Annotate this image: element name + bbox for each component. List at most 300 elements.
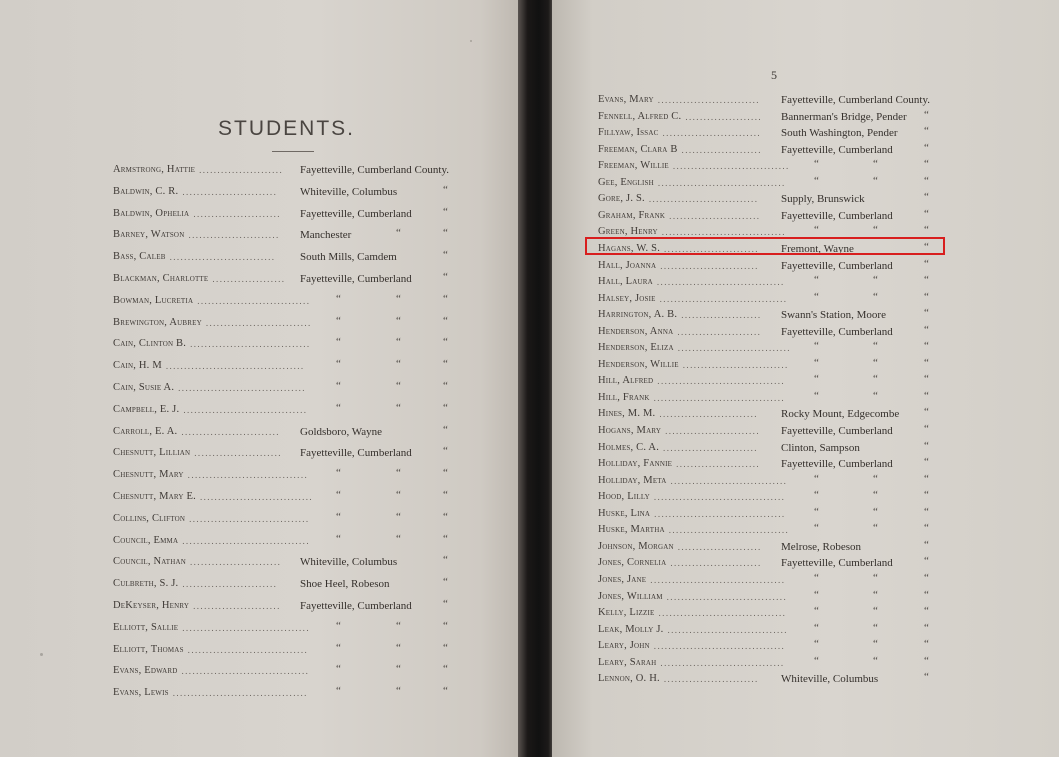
ditto-mark: “ (443, 227, 448, 240)
ditto-mark: “ (396, 685, 401, 698)
ditto-mark: “ (814, 174, 819, 187)
student-entry (113, 620, 503, 636)
student-entry (113, 576, 503, 592)
leader-dots: ...................... (681, 144, 762, 155)
leader-dots: ................................. (190, 339, 311, 350)
student-name: Barney, Watson (113, 229, 185, 241)
ditto-mark: “ (814, 605, 819, 618)
ditto-mark: “ (336, 489, 341, 501)
ditto-mark: “ (443, 489, 448, 501)
student-hometown: Manchester (300, 229, 352, 242)
ditto-mark: “ (443, 619, 448, 632)
leader-dots: ................................. (189, 513, 310, 524)
student-name: Freeman, Willie (598, 160, 669, 172)
student-entry (113, 533, 503, 549)
student-entry (113, 663, 503, 679)
student-name: Baldwin, Ophelia (113, 207, 190, 219)
student-entry (598, 307, 1038, 323)
ditto-mark: “ (924, 538, 929, 551)
ditto-mark: “ (443, 510, 448, 523)
student-hometown: Fayetteville, Cumberland (781, 425, 893, 437)
leader-dots: ...................................... (165, 361, 305, 372)
student-entry (113, 315, 503, 331)
student-entry (113, 642, 503, 658)
ditto-mark: “ (336, 510, 341, 523)
leader-dots: ..................... (685, 111, 762, 122)
ditto-mark: “ (924, 207, 929, 220)
student-name: Baldwin, C. R. (113, 185, 179, 197)
ditto-mark: “ (924, 621, 929, 634)
ditto-mark: “ (443, 598, 448, 610)
student-entry (113, 489, 503, 505)
ditto-mark: “ (814, 472, 819, 485)
ditto-mark: “ (396, 401, 401, 414)
ditto-mark: “ (443, 641, 448, 654)
ditto-mark: “ (443, 271, 448, 283)
leader-dots: ......................... (190, 557, 282, 568)
ditto-mark: “ (873, 489, 878, 502)
ditto-mark: “ (396, 663, 401, 676)
student-hometown: South Washington, Pender (781, 127, 898, 140)
student-hometown: Fayetteville, Cumberland County. (781, 94, 930, 106)
ditto-mark: “ (924, 571, 929, 584)
ditto-mark: “ (443, 423, 448, 436)
ditto-mark: “ (873, 605, 878, 618)
student-name: Hall, Joanna (598, 259, 657, 271)
ditto-mark: “ (814, 522, 819, 535)
student-hometown: Swann's Station, Moore (781, 309, 886, 322)
student-entry (598, 92, 1038, 108)
leader-dots: .......................... (665, 426, 760, 436)
ditto-mark: “ (814, 654, 819, 667)
ditto-mark: “ (924, 141, 929, 154)
leader-dots: .................................. (183, 404, 308, 415)
ditto-mark: “ (814, 621, 819, 634)
ditto-mark: “ (924, 439, 929, 452)
ditto-mark: “ (396, 467, 401, 480)
student-name: Brewington, Aubrey (113, 316, 202, 328)
ditto-mark: “ (924, 323, 929, 336)
leader-dots: ............................. (682, 359, 789, 370)
student-entry (113, 336, 503, 352)
ditto-mark: “ (336, 685, 341, 698)
student-name: Huske, Martha (598, 524, 665, 536)
leader-dots: ............................. (169, 252, 276, 263)
student-entry (113, 511, 503, 527)
student-hometown: Fayetteville, Cumberland (300, 600, 412, 612)
ditto-mark: “ (814, 274, 819, 287)
student-name: Campbell, E. J. (113, 403, 180, 415)
leader-dots: ........................ (194, 448, 282, 459)
leader-dots: ....................... (677, 541, 762, 552)
ditto-mark: “ (336, 619, 341, 632)
ditto-mark: “ (873, 356, 878, 369)
student-hometown: Shoe Heel, Robeson (300, 578, 390, 591)
student-hometown: Whiteville, Columbus (300, 185, 398, 198)
leader-dots: ........................... (660, 260, 759, 271)
student-name: Henderson, Willie (598, 358, 679, 370)
leader-dots: ................................. (187, 644, 309, 655)
student-name: Cain, H. M (113, 360, 162, 372)
ditto-mark: “ (873, 274, 878, 287)
ditto-mark: “ (443, 205, 448, 218)
ditto-mark: “ (924, 340, 929, 353)
student-name: Hines, M. M. (598, 408, 656, 420)
leader-dots: .................................... (653, 392, 785, 403)
student-entry (598, 539, 1038, 555)
leader-dots: .......................... (182, 186, 278, 197)
ditto-mark: “ (924, 240, 929, 253)
student-entry (598, 423, 1038, 439)
ditto-mark: “ (443, 314, 448, 327)
student-name: Cain, Susie A. (113, 382, 175, 393)
student-hometown: Fayetteville, Cumberland (300, 273, 412, 285)
student-hometown: Fayetteville, Cumberland (300, 447, 412, 460)
ditto-mark: “ (873, 522, 878, 535)
student-name: Hagans, W. S. (598, 242, 661, 254)
ditto-mark: “ (924, 423, 929, 435)
student-name: Freeman, Clara B (598, 143, 678, 155)
leader-dots: ................................... (657, 177, 786, 188)
ditto-mark: “ (336, 663, 341, 676)
ditto-mark: “ (873, 638, 878, 651)
student-name: Holliday, Fannie (598, 458, 673, 470)
student-entry (598, 655, 1038, 671)
ditto-mark: “ (443, 663, 448, 676)
ditto-mark: “ (873, 654, 878, 667)
student-name: Council, Nathan (113, 556, 186, 568)
leader-dots: ........................ (193, 601, 281, 611)
leader-dots: .................................... (654, 508, 786, 519)
student-name: Collins, Clifton (113, 512, 186, 524)
student-name: Gee, English (598, 176, 654, 188)
student-entry (113, 598, 503, 614)
page-number: 5 (771, 68, 777, 82)
ditto-mark: “ (924, 108, 929, 121)
ditto-mark: “ (336, 641, 341, 654)
ditto-mark: “ (443, 292, 448, 305)
student-name: Harrington, A. B. (598, 309, 678, 321)
page-heading: STUDENTS. (218, 117, 356, 140)
student-name: Council, Emma (113, 534, 179, 546)
ditto-mark: “ (814, 356, 819, 369)
leader-dots: ................................ (670, 475, 788, 486)
student-name: Jones, Jane (598, 573, 647, 585)
ditto-mark: “ (443, 576, 448, 589)
ditto-mark: “ (443, 554, 448, 567)
ditto-mark: “ (814, 571, 819, 584)
student-entry (598, 109, 1038, 125)
ditto-mark: “ (396, 336, 401, 349)
student-hometown: Fayetteville, Cumberland (781, 143, 893, 156)
ditto-mark: “ (443, 183, 448, 196)
ditto-mark: “ (443, 685, 448, 698)
ditto-mark: “ (396, 619, 401, 632)
leader-dots: .................................... (653, 492, 786, 503)
student-hometown: Fayetteville, Cumberland (781, 325, 893, 338)
student-name: Halsey, Josie (598, 292, 656, 304)
ditto-mark: “ (443, 249, 448, 262)
ditto-mark: “ (924, 307, 929, 320)
leader-dots: ............................... (677, 343, 791, 354)
student-name: Kelly, Lizzie (598, 607, 655, 619)
leader-dots: ................................... (657, 376, 786, 387)
student-entry (113, 271, 503, 287)
student-name: Jones, Cornelia (598, 557, 667, 569)
ditto-mark: “ (443, 380, 448, 392)
student-name: Green, Henry (598, 226, 658, 238)
ditto-mark: “ (873, 621, 878, 634)
ditto-mark: “ (873, 290, 878, 303)
leader-dots: ........................... (181, 426, 280, 437)
ditto-mark: “ (924, 588, 929, 601)
ditto-mark: “ (814, 505, 819, 518)
ditto-mark: “ (336, 292, 341, 305)
ditto-mark: “ (924, 671, 929, 684)
ditto-mark: “ (924, 158, 929, 171)
book-gutter (518, 0, 556, 757)
ditto-mark: “ (873, 472, 878, 485)
ditto-mark: “ (443, 336, 448, 349)
ditto-mark: “ (814, 373, 819, 386)
student-name: Fennell, Alfred C. (598, 110, 682, 122)
student-name: Huske, Lina (598, 507, 651, 519)
student-hometown: Fremont, Wayne (781, 242, 854, 255)
student-name: Lennon, O. H. (598, 673, 660, 685)
student-entry (598, 522, 1038, 538)
ditto-mark: “ (814, 340, 819, 353)
leader-dots: ............................... (199, 492, 314, 502)
ditto-mark: “ (814, 290, 819, 303)
ditto-mark: “ (396, 227, 401, 240)
student-name: Jones, William (598, 590, 663, 602)
leader-dots: ................................. (187, 470, 309, 481)
student-name: Chesnutt, Mary (113, 469, 184, 481)
student-name: Armstrong, Hattie (113, 164, 196, 175)
student-hometown: Fayetteville, Cumberland (300, 207, 412, 220)
student-name: Holmes, C. A. (598, 441, 660, 453)
ditto-mark: “ (873, 505, 878, 518)
student-hometown: Whiteville, Columbus (781, 673, 879, 686)
ditto-mark: “ (924, 505, 929, 518)
student-name: Hogans, Mary (598, 425, 662, 436)
leader-dots: .................... (212, 274, 286, 284)
ditto-mark: “ (924, 389, 929, 402)
student-hometown: Fayetteville, Cumberland (781, 458, 893, 471)
leader-dots: ................................... (181, 666, 310, 677)
student-hometown: Whiteville, Columbus (300, 556, 398, 569)
student-entry (113, 227, 503, 243)
highlight-box (585, 237, 945, 255)
ditto-mark: “ (443, 445, 448, 458)
ditto-mark: “ (873, 588, 878, 601)
student-name: Hill, Alfred (598, 375, 654, 387)
ditto-mark: “ (336, 532, 341, 545)
ditto-mark: “ (814, 588, 819, 601)
leader-dots: ......................... (669, 210, 761, 221)
leader-dots: ................................... (182, 535, 310, 546)
leader-dots: ...................... (681, 310, 762, 321)
leader-dots: ................................... (178, 383, 306, 393)
ditto-mark: “ (814, 224, 819, 237)
ditto-mark: “ (924, 522, 929, 535)
ditto-mark: “ (814, 489, 819, 502)
paper-speck (40, 653, 43, 656)
leader-dots: ................................... (658, 608, 787, 619)
student-name: DeKeyser, Henry (113, 600, 190, 611)
leader-dots: ....................... (199, 165, 284, 175)
student-name: Leak, Molly J. (598, 623, 664, 635)
paper-speck (470, 40, 472, 42)
ditto-mark: “ (924, 472, 929, 485)
student-name: Blackman, Charlotte (113, 273, 209, 284)
student-name: Chesnutt, Mary E. (113, 491, 196, 502)
leader-dots: ............................ (657, 95, 760, 105)
leader-dots: ................................... (182, 622, 310, 633)
ditto-mark: “ (443, 467, 448, 480)
leader-dots: ....................... (676, 459, 761, 470)
student-name: Leary, Sarah (598, 656, 657, 668)
student-name: Henderson, Eliza (598, 342, 674, 354)
student-name: Henderson, Anna (598, 325, 674, 337)
ditto-mark: “ (924, 257, 929, 270)
ditto-mark: “ (924, 638, 929, 651)
student-entry (598, 191, 1038, 207)
leader-dots: ......................... (188, 230, 280, 241)
ditto-mark: “ (924, 456, 929, 469)
student-name: Leary, John (598, 640, 650, 652)
leader-dots: .......................... (182, 579, 278, 590)
leader-dots: ................................. (666, 591, 788, 602)
student-name: Hill, Frank (598, 391, 650, 403)
leader-dots: .................................. (661, 227, 786, 238)
ditto-mark: “ (443, 401, 448, 414)
student-entry (113, 293, 503, 309)
ditto-mark: “ (873, 571, 878, 584)
ditto-mark: “ (924, 605, 929, 618)
leader-dots: ........................... (662, 128, 762, 139)
student-name: Evans, Mary (598, 94, 654, 105)
ditto-mark: “ (336, 401, 341, 414)
ditto-mark: “ (924, 174, 929, 187)
student-hometown: Bannerman's Bridge, Pender (781, 110, 907, 123)
student-name: Bowman, Lucretia (113, 294, 194, 306)
left-page (0, 0, 522, 757)
student-entry (113, 249, 503, 265)
ditto-mark: “ (924, 274, 929, 287)
ditto-mark: “ (873, 158, 878, 171)
student-name: Cain, Clinton B. (113, 338, 187, 350)
student-name: Graham, Frank (598, 209, 666, 221)
ditto-mark: “ (396, 292, 401, 305)
ditto-mark: “ (924, 406, 929, 419)
student-entry (113, 467, 503, 483)
leader-dots: .............................. (648, 194, 759, 205)
student-name: Gore, J. S. (598, 193, 645, 205)
ditto-mark: “ (814, 158, 819, 171)
student-name: Bass, Caleb (113, 251, 166, 263)
leader-dots: ................................... (656, 277, 785, 288)
ditto-mark: “ (443, 358, 448, 371)
leader-dots: .................................... (653, 641, 786, 652)
ditto-mark: “ (873, 224, 878, 237)
ditto-mark: “ (814, 638, 819, 651)
ditto-mark: “ (336, 314, 341, 327)
student-name: Elliott, Thomas (113, 643, 184, 655)
student-hometown: South Mills, Camdem (300, 251, 397, 264)
student-entry (113, 402, 503, 418)
student-hometown: Rocky Mount, Edgecombe (781, 408, 900, 421)
ditto-mark: “ (924, 290, 929, 303)
ditto-mark: “ (396, 641, 401, 654)
right-page (552, 0, 1059, 757)
leader-dots: ........................ (193, 208, 281, 219)
student-entry (113, 380, 503, 396)
student-hometown: Melrose, Robeson (781, 540, 862, 553)
leader-dots: ................................ (672, 161, 790, 172)
heading-rule (272, 151, 314, 152)
leader-dots: .......................... (664, 243, 759, 254)
student-name: Holliday, Meta (598, 474, 667, 486)
student-entry (598, 440, 1038, 456)
student-entry (113, 206, 503, 222)
leader-dots: .................................. (660, 657, 785, 668)
student-name: Evans, Edward (113, 665, 178, 677)
ditto-mark: “ (336, 467, 341, 480)
leader-dots: ....................... (677, 326, 762, 337)
ditto-mark: “ (396, 510, 401, 523)
ditto-mark: “ (396, 489, 401, 501)
ditto-mark: “ (924, 489, 929, 502)
student-name: Chesnutt, Lillian (113, 447, 191, 459)
ditto-mark: “ (443, 532, 448, 545)
student-name: Johnson, Morgan (598, 540, 674, 552)
leader-dots: ............................... (197, 295, 311, 306)
student-hometown: Clinton, Sampson (781, 441, 860, 454)
student-name: Evans, Lewis (113, 687, 169, 699)
ditto-mark: “ (396, 314, 401, 327)
student-hometown: Fayetteville, Cumberland (781, 209, 893, 222)
ditto-mark: “ (873, 373, 878, 386)
ditto-mark: “ (336, 358, 341, 371)
ditto-mark: “ (924, 191, 929, 204)
student-name: Culbreth, S. J. (113, 578, 179, 590)
ditto-mark: “ (924, 555, 929, 568)
leader-dots: ................................... (659, 293, 788, 304)
student-entry (113, 554, 503, 570)
ditto-mark: “ (873, 340, 878, 353)
student-name: Fillyaw, Issac (598, 127, 659, 139)
student-hometown: Supply, Brunswick (781, 193, 865, 206)
ditto-mark: “ (396, 380, 401, 392)
leader-dots: ......................... (670, 558, 762, 569)
ditto-mark: “ (396, 532, 401, 545)
student-hometown: Fayetteville, Cumberland (781, 259, 893, 272)
ditto-mark: “ (873, 174, 878, 187)
leader-dots: .......................... (663, 674, 759, 685)
student-hometown: Fayetteville, Cumberland County. (300, 164, 449, 176)
leader-dots: .......................... (663, 442, 758, 453)
ditto-mark: “ (924, 224, 929, 237)
ditto-mark: “ (336, 380, 341, 392)
student-name: Hood, Lilly (598, 491, 650, 503)
student-entry (598, 406, 1038, 422)
student-name: Carroll, E. A. (113, 425, 178, 437)
student-entry (598, 125, 1038, 141)
leader-dots: ........................... (659, 409, 758, 420)
ditto-mark: “ (924, 373, 929, 386)
ditto-mark: “ (873, 389, 878, 402)
